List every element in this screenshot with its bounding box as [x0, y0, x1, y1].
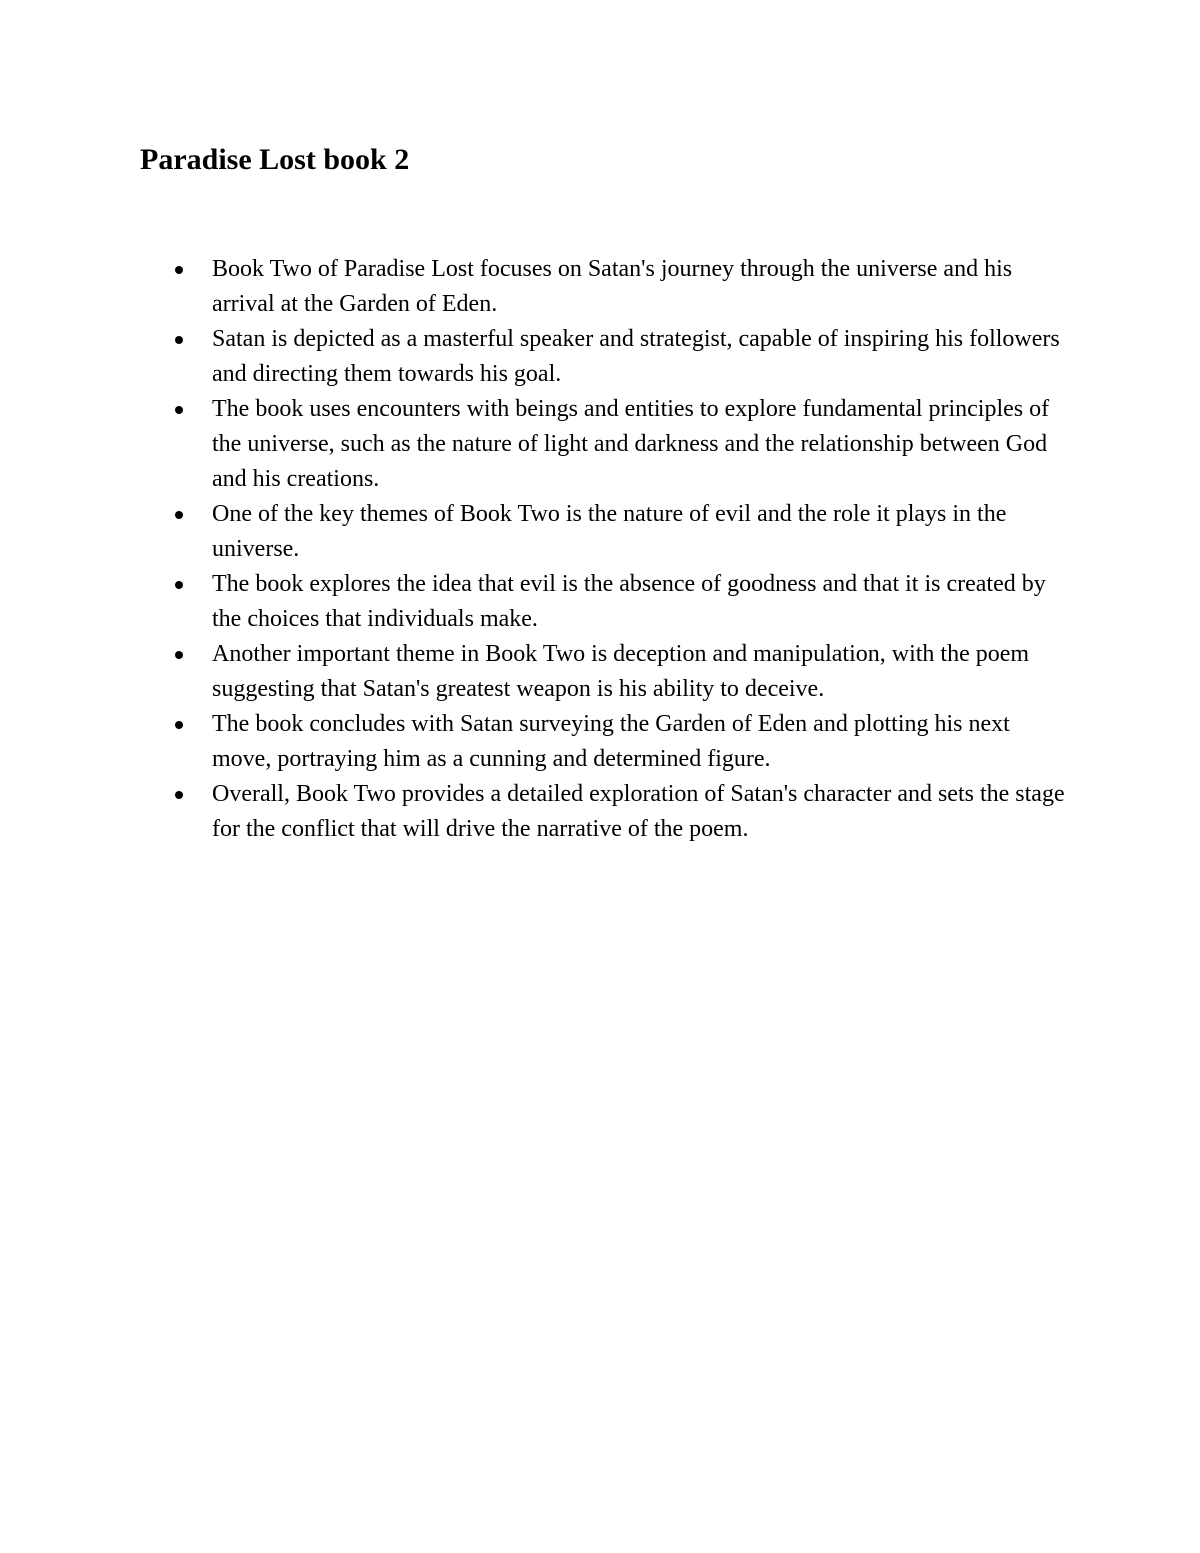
bullet-text: Satan is depicted as a masterful speaker and strategist, capable of inspiring his followers and directing them towards his goal. [212, 326, 1060, 387]
bullet-item [172, 567, 1072, 637]
bullet-dot-icon [175, 721, 183, 729]
bullet-text: Another important theme in Book Two is deception and manipulation, with the poem suggesting that Satan's greatest weapon is his ability to deceive. [212, 641, 1030, 702]
document-title: Paradise Lost book 2 [140, 143, 410, 176]
bullet-item [172, 392, 1072, 497]
bullet-text: Overall, Book Two provides a detailed exploration of Satan's character and sets the stage for the conflict that will drive the narrative of the poem. [212, 781, 1065, 842]
bullet-dot-icon [175, 266, 183, 274]
bullet-text: The book explores the idea that evil is the absence of goodness and that it is created by the choices that individuals make. [212, 571, 1046, 632]
bullet-item [172, 252, 1072, 322]
bullet-dot-icon [175, 511, 183, 519]
bullet-dot-icon [175, 406, 183, 414]
bullet-dot-icon [175, 651, 183, 659]
bullet-list [172, 252, 1072, 847]
bullet-text: One of the key themes of Book Two is the nature of evil and the role it plays in the universe. [212, 501, 1007, 562]
bullet-text: The book concludes with Satan surveying the Garden of Eden and plotting his next move, portraying him as a cunning and determined figure. [212, 711, 1010, 772]
bullet-dot-icon [175, 581, 183, 589]
bullet-text: Book Two of Paradise Lost focuses on Satan's journey through the universe and his arrival at the Garden of Eden. [212, 256, 1013, 317]
bullet-dot-icon [175, 336, 183, 344]
bullet-item [172, 322, 1072, 392]
bullet-item [172, 497, 1072, 567]
bullet-item [172, 637, 1072, 707]
bullet-text: The book uses encounters with beings and entities to explore fundamental principles of the universe, such as the nature of light and darkness and the relationship between God and his creations. [212, 396, 1050, 492]
bullet-item [172, 707, 1072, 777]
bullet-item [172, 777, 1072, 847]
bullet-dot-icon [175, 791, 183, 799]
